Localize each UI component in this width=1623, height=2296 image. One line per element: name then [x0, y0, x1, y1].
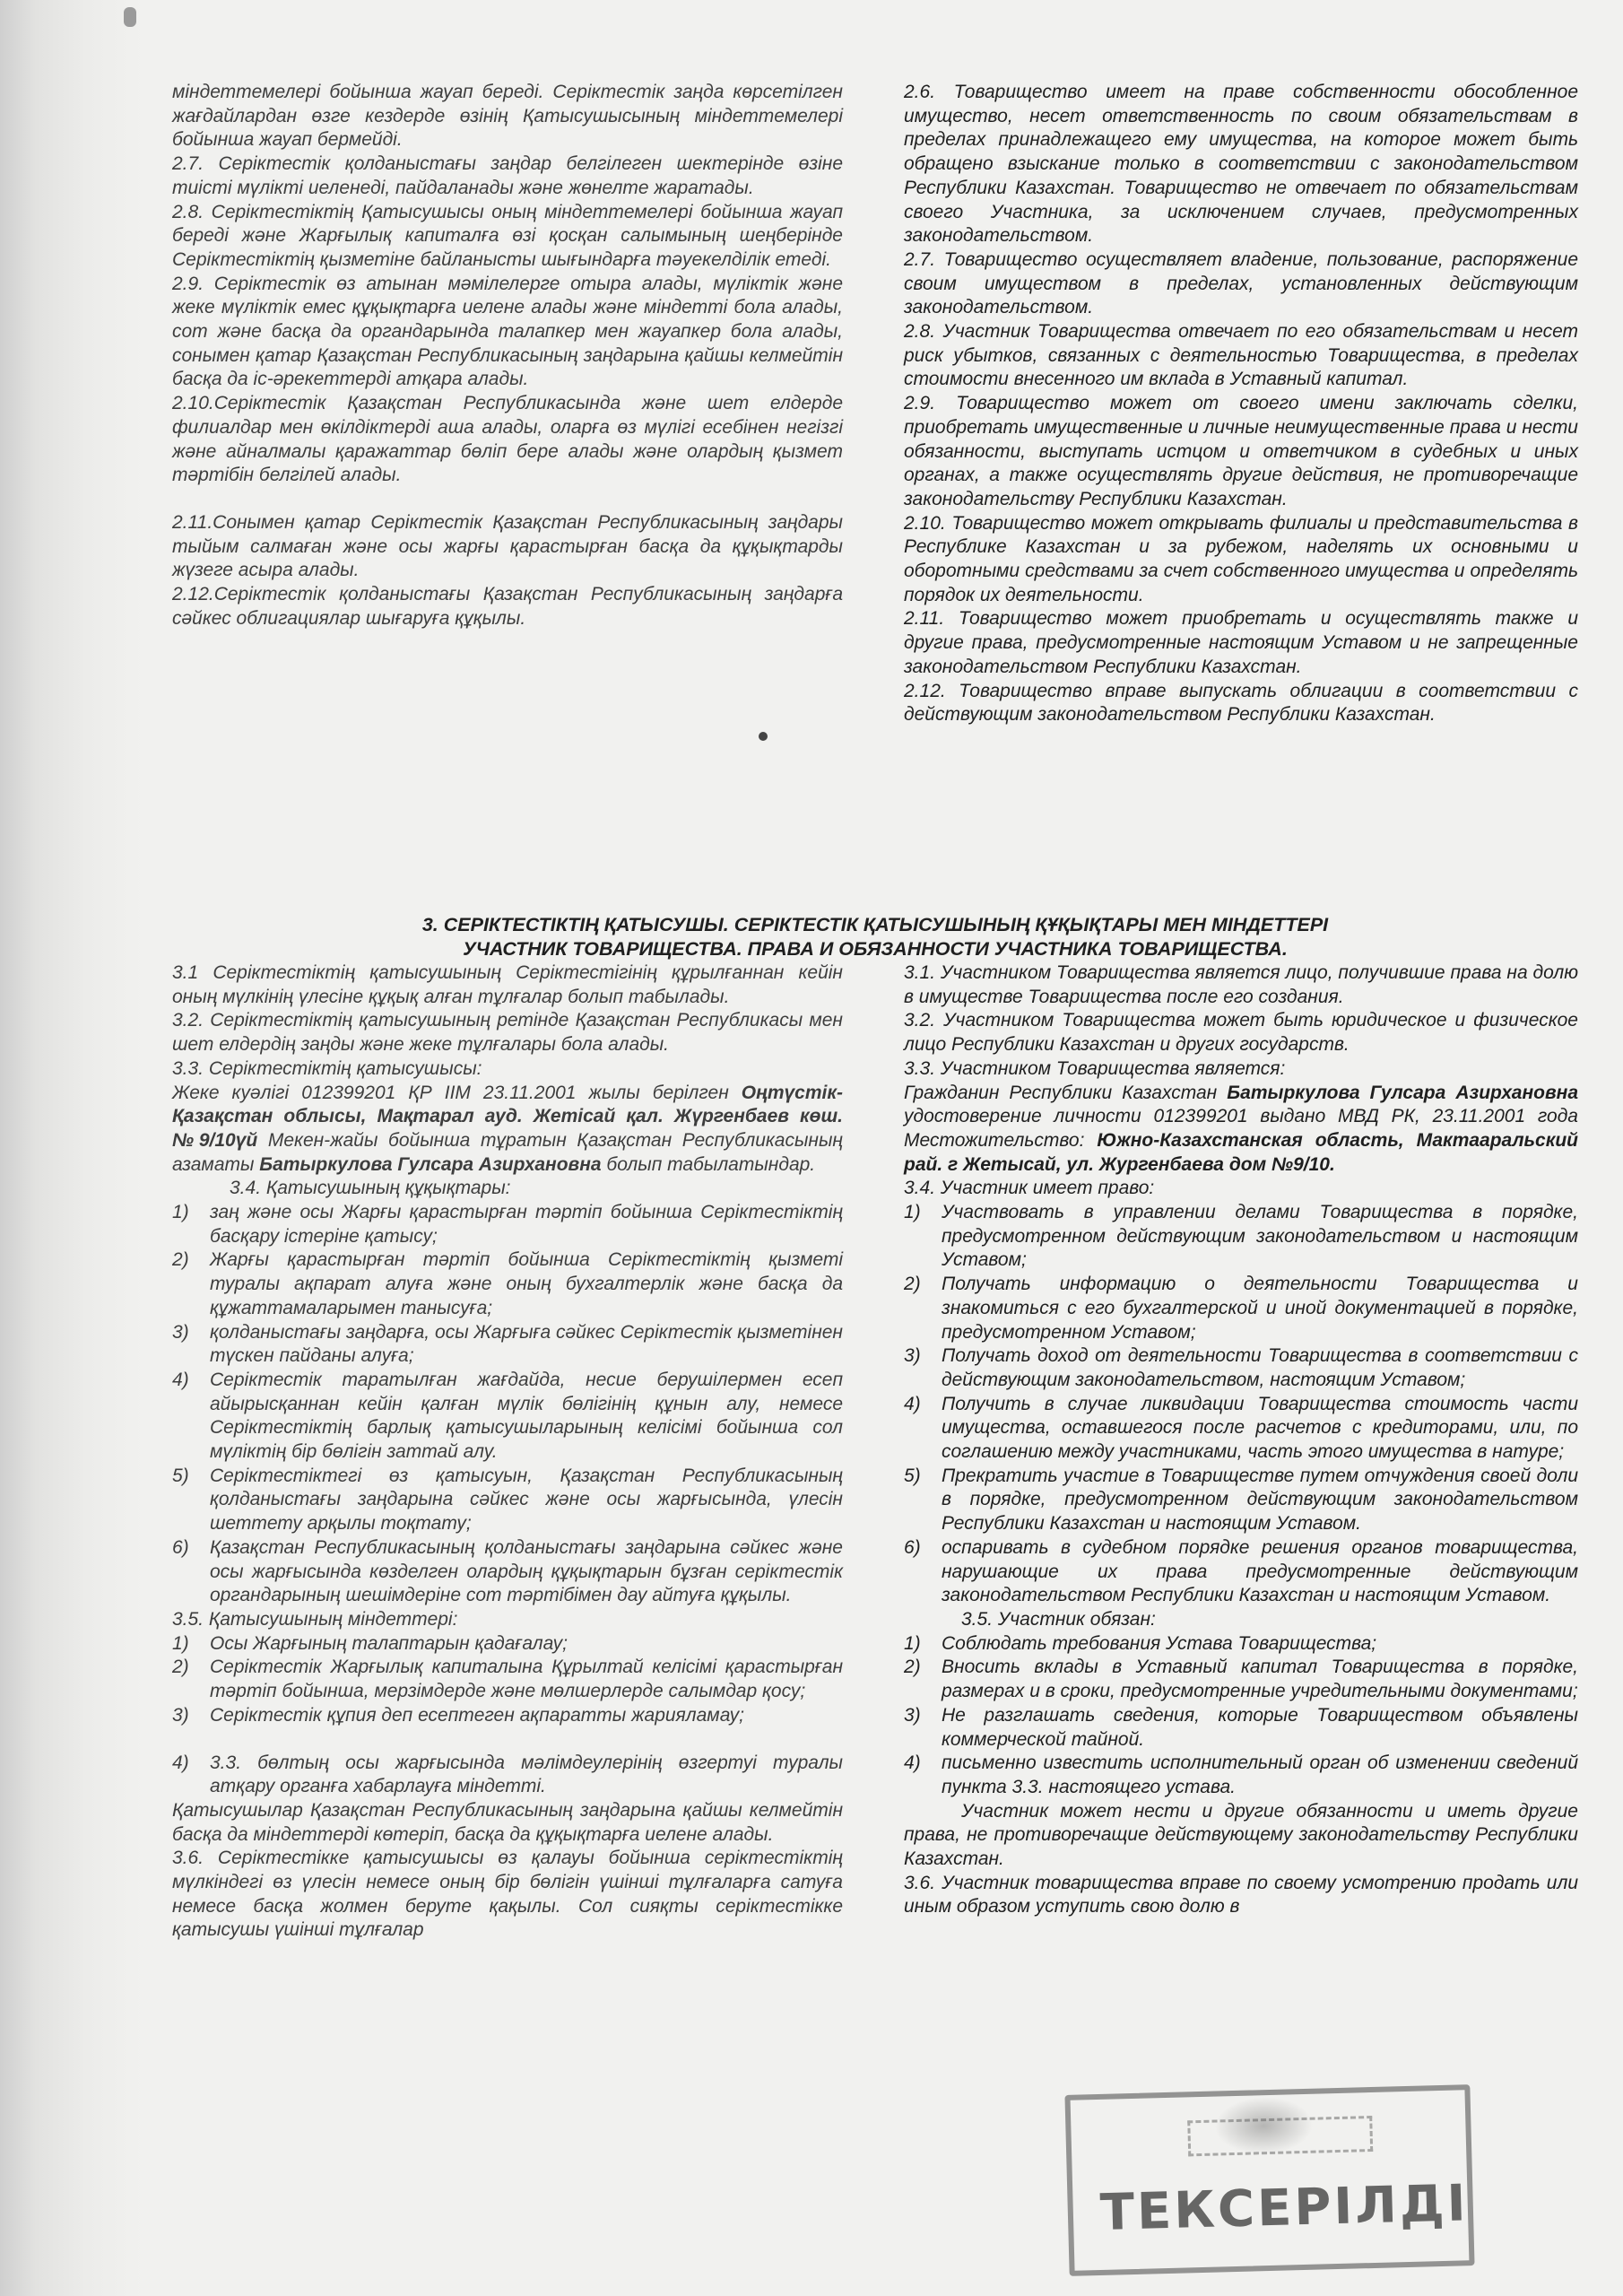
paragraph: 2.6. Товарищество имеет на праве собственности обособленное имущество, несет ответственность по своим обязательствам в пределах принадлежащего ему имущества, на которое может быть обращено взыскание только в соответствии с законодательством Республики Казахстан. Товарищество не отвечает по обязательствам своего Участника, за исключением случаев, предусмотренных законодательством. — [904, 82, 1578, 247]
list-item — [172, 1369, 843, 1465]
list-text: Серіктестік таратылған жағдайда, несие берушілермен есеп айырысқаннан кейін қалған мүлік бөлігінің құнын алу, немесе Серіктестіктің барлық қатысушыларының келісімі бойынша сол мүліктің бір бөлігін заттай алу. — [210, 1369, 843, 1463]
text-run: Мекен-жайы бойынша тұратын Қазақстан Республикасының азаматы — [172, 1129, 843, 1175]
list-item — [904, 1656, 1578, 1703]
heading-russian: УЧАСТНИК ТОВАРИЩЕСТВА. ПРАВА И ОБЯЗАННОСТИ УЧАСТНИКА ТОВАРИЩЕСТВА. — [463, 938, 1288, 960]
list-number: 4) — [172, 1752, 189, 1773]
list-number: 2) — [904, 1274, 921, 1295]
list-number: 6) — [172, 1536, 189, 1558]
participant-name-bold: Батыркулова Гулсара Азирхановна — [259, 1153, 602, 1175]
list-item — [904, 1465, 1578, 1536]
list-number: 4) — [172, 1369, 189, 1390]
list-item — [904, 1704, 1578, 1752]
paragraph: 2.7. Серіктестік қолданыстағы заңдар белгілеген шектерінде өзіне тиісті мүлікті иеленеді, пайдаланады және жөнелте жаратады. — [172, 153, 843, 198]
paragraph: 2.7. Товарищество осуществляет владение, пользование, распоряжение своим имуществом в пределах, установленных действующим законодательством. — [904, 248, 1578, 318]
text-run: удостоверение личности 012399201 выдано МВД РК, 23.11.2001 года Местожительство: — [904, 1106, 1578, 1151]
list-number: 4) — [904, 1393, 921, 1414]
paragraph: Қатысушылар Қазақстан Республикасының заңдарына қайшы келмейтін басқа да міндеттерді көтеріп, басқа да құқықтарға иелене алады. — [172, 1799, 843, 1845]
participant-paragraph — [172, 1082, 843, 1178]
paragraph: 3.6. Серіктестікке қатысушысы өз қалауы бойынша серіктестіктің мүлкіндегі өз үлесін немесе оның бір бөлігін үшінші тұлғаларға сатуға немесе басқа жолмен беруте қақылы. Сол сияқты серіктестікке қатысушы үшінші тұлғалар — [172, 1848, 843, 1941]
list-text: Участвовать в управлении делами Товарищества в порядке, предусмотренном действующим законодательством и настоящим Уставом; — [942, 1202, 1578, 1271]
stamp-text: ТЕКСЕРІЛДІ — [1099, 2174, 1470, 2242]
text-run: Гражданин Республики Казахстан — [904, 1082, 1228, 1103]
list-number: 6) — [904, 1536, 921, 1558]
section2-russian-column — [904, 81, 1578, 727]
list-text: Серіктестік құпия деп есептеген ақпаратты жарияламау; — [210, 1704, 745, 1726]
list-text: письменно известить исполнительный орган об изменении сведений пункта 3.3. настоящего устава. — [942, 1752, 1578, 1797]
section3-heading — [172, 913, 1578, 961]
list-text: Получать информацию о деятельности Товарищества и знакомиться с его бухгалтерской и иной документацией в порядке, предусмотренном Уставом; — [942, 1274, 1578, 1343]
paragraph: 3.5. Участник обязан: — [961, 1608, 1156, 1630]
list-item — [172, 1656, 843, 1703]
paragraph: 2.9. Серіктестік өз атынан мәмілелерге отыра алады, мүліктік және жеке мүліктік емес құқықтарға иеленe алады және міндетті бола алады, сот және басқа да органдарында талапкер мен жауапкер бола алады, сонымен қатар Қазақстан Республикасының заңдарына қайшы келмейтін басқа да іс-әрекеттерді атқара алады. — [172, 273, 843, 390]
list-number: 3) — [904, 1345, 921, 1367]
list-text: оспаривать в судебном порядке решения органов товарищества, нарушающие их права предусмотренные действующим законодательством Республики Казахстан и настоящим Уставом. — [942, 1536, 1578, 1606]
section2-kazakh-column — [172, 81, 843, 631]
ink-speck — [759, 732, 768, 741]
paragraph: 3.1. Участником Товарищества является лицо, получившие права на долю в имуществе Товарищества после его создания. — [904, 962, 1578, 1007]
list-text: Получить в случае ликвидации Товарищества стоимость части имущества, оставшегося после расчетов с кредиторами, или, по соглашению между участниками, часть этого имущества в натуре; — [942, 1393, 1578, 1463]
list-number: 4) — [904, 1752, 921, 1774]
paragraph: 3.5. Қатысушының міндеттері: — [172, 1608, 458, 1630]
list-number: 1) — [172, 1202, 189, 1223]
list-number: 3) — [172, 1321, 189, 1343]
paragraph: 2.11.Сонымен қатар Серіктестік Қазақстан Республикасының заңдары тыйым салмаған және осы жарғы қарастырған басқа да құқықтарды жүзеге асыра алады. — [172, 511, 843, 581]
list-item — [172, 1704, 843, 1728]
heading-kazakh: 3. СЕРІКТЕСТІКТІҢ ҚАТЫСУШЫ. СЕРІКТЕСТІК ҚАТЫСУШЫНЫҢ ҚҰҚЫҚТАРЫ МЕН МІНДЕТТЕРІ — [421, 914, 1329, 935]
list-item — [904, 1344, 1578, 1392]
scan-edge-shadow — [0, 0, 143, 2296]
list-text: Қазақстан Республикасының қолданыстағы заңдарына сәйкес және осы жарғысында көзделген олардың құқықтарын бұзған серіктестік органдарының шешімдеріне сот тәртібімен дау айтуға құқылы. — [210, 1536, 843, 1606]
paragraph-gap — [172, 488, 843, 511]
paragraph: 2.8. Серіктестіктің Қатысушысы оның міндеттемелері бойынша жауап береді және Жарғылық капиталға өзі қосқан салымының шеңберінде Серіктестіктің қызметіне байланысты шығындарға тәуекелділік етеді. — [172, 201, 843, 270]
list-number: 2) — [904, 1657, 921, 1678]
list-text: Серіктестік Жарғылық капиталына Құрылтай келісімі қарастырған тәртіп бойынша, мерзімдерде және мөлшерлерде салымдар қосу; — [210, 1657, 843, 1702]
list-number: 1) — [904, 1632, 921, 1654]
list-text: қолданыстағы заңдарға, осы Жарғыға сәйкес Серіктестік қызметінен түскен пайданы алуға; — [210, 1321, 843, 1367]
list-text: Жарғы қарастырған тәртіп бойынша Серіктестіктің қызметі туралы ақпарат алуға және оның бухгалтерлік және басқа да құжаттамаларымен танысуға; — [210, 1249, 843, 1318]
list-item — [172, 1321, 843, 1369]
paragraph: 2.8. Участник Товарищества отвечает по его обязательствам и несет риск убытков, связанных с деятельностью Товарищества, в пределах стоимости внесенного им вклада в Уставный капитал. — [904, 321, 1578, 390]
address-bold: Оңтүстік-Қазақстан облысы, Мақтарал ауд. Жетісай қал. Жүргенбаев көш. №9/10үй — [172, 1082, 843, 1151]
paragraph: 2.9. Товарищество может от своего имени заключать сделки, приобретать имущественные и личные неимущественные права и нести обязанности, выступать истцом и ответчиком в судебных и иных органах, а также осуществлять другие действия, не противоречащие законодательству Республики Казахстан. — [904, 393, 1578, 509]
paragraph: 3.4. Қатысушының құқықтары: — [230, 1178, 511, 1199]
paragraph: 3.3. Участником Товарищества является: — [904, 1057, 1286, 1079]
list-item — [172, 1752, 843, 1799]
list-text: Соблюдать требования Устава Товарищества; — [942, 1632, 1377, 1654]
list-text: Серіктестіктегі өз қатысуын, Қазақстан Республикасының қолданыстағы заңдарына сәйкес және осы жарғысында, үлесін шеттету арқылы тоқтату; — [210, 1465, 843, 1535]
paragraph: 3.2. Участником Товарищества может быть юридическое и физическое лицо Республики Казахстан и других государств. — [904, 1010, 1578, 1056]
paragraph: 2.12. Товарищество вправе выпускать облигации в соответствии с действующим законодательством Республики Казахстан. — [904, 680, 1578, 726]
paragraph-gap — [172, 1728, 843, 1752]
list-item — [172, 1201, 843, 1248]
list-text: Прекратить участие в Товариществе путем отчуждения своей доли в порядке, предусмотренном действующим законодательством Республики Казахстан и настоящим Уставом. — [942, 1465, 1578, 1535]
stamp-top-box — [1187, 2116, 1373, 2156]
participant-paragraph — [904, 1082, 1578, 1178]
list-item — [904, 1393, 1578, 1465]
list-number: 3) — [904, 1704, 921, 1726]
list-text: заң және осы Жарғы қарастырған тәртіп бойынша Серіктестіктің басқару істеріне қатысу; — [210, 1202, 843, 1247]
list-number: 5) — [172, 1465, 189, 1486]
list-item — [904, 1536, 1578, 1608]
paragraph: 3.1 Серіктестіктің қатысушының Серіктестігінің құрылғаннан кейін оның мүлкінің үлесіне құқық алған тұлғалар болып табылады. — [172, 962, 843, 1007]
participant-name-bold: Батыркулова Гулсара Азирхановна — [1227, 1082, 1579, 1103]
paragraph: 2.10.Серіктестік Қазақстан Республикасында және шет елдерде филиалдар мен өкілдіктерді аша алады, оларға өз мүлігі есебінен негізгі және айналмалы қаражаттар бөліп бере алады және олардың қызмет тәртібін белгілей алады. — [172, 393, 843, 486]
paragraph: 3.3. Серіктестіктің қатысушысы: — [172, 1057, 482, 1079]
verification-stamp — [1064, 2084, 1474, 2276]
list-text: Осы Жарғының талаптарын қадағалау; — [210, 1632, 568, 1654]
scan-artifact — [124, 7, 136, 27]
list-item — [904, 1273, 1578, 1344]
paragraph: 2.10. Товарищество может открывать филиалы и представительства в Республике Казахстан и за рубежом, наделять их основными и оборотными средствами за счет собственного имущества и определять порядок их деятельности. — [904, 512, 1578, 605]
list-number: 1) — [904, 1202, 921, 1223]
list-item — [904, 1201, 1578, 1273]
section3-russian-column — [904, 961, 1578, 1919]
list-number: 2) — [172, 1657, 189, 1678]
list-text: Вносить вклады в Уставный капитал Товарищества в порядке, размерах и в сроки, предусмотренные учредительными документами; — [942, 1657, 1578, 1702]
list-item — [172, 1248, 843, 1320]
paragraph: 3.2. Серіктестіктің қатысушының ретінде Қазақстан Республикасы мен шет елдердің заңды және жеке тұлғалары бола алады. — [172, 1010, 843, 1056]
paragraph: 2.12.Серіктестік қолданыстағы Қазақстан Республикасының заңдарға сәйкес облигациялар шығаруға құқылы. — [172, 584, 843, 629]
paragraph: Участник может нести и другие обязанности и иметь другие права, не противоречащие действующему законодательству Республики Казахстан. — [904, 1800, 1578, 1870]
text-run: Жеке куәлігі 012399201 ҚР ІІМ 23.11.2001 жылы берілген — [172, 1082, 742, 1103]
list-text: Получать доход от деятельности Товарищества в соответствии с действующим законодательством, настоящим Уставом; — [942, 1345, 1578, 1390]
list-number: 2) — [172, 1249, 189, 1271]
list-item — [904, 1632, 1578, 1657]
paragraph: 2.11. Товарищество может приобретать и осуществлять также и другие права, предусмотренные настоящим Уставом и не запрещенные законодательством Республики Казахстан. — [904, 608, 1578, 677]
list-number: 1) — [172, 1632, 189, 1654]
list-text: Не разглашать сведения, которые Товариществом объявлены коммерческой тайной. — [942, 1704, 1578, 1750]
list-text: 3.3. бөлтың осы жарғысында мәлімдеулерінің өзгертуі туралы атқару органға хабарлауға міндетті. — [210, 1752, 843, 1797]
list-number: 3) — [172, 1704, 189, 1726]
paragraph: 3.6. Участник товарищества вправе по своему усмотрению продать или иным образом уступить свою долю в — [904, 1872, 1578, 1918]
list-item — [172, 1632, 843, 1657]
section3-kazakh-column — [172, 961, 843, 1943]
list-number: 5) — [904, 1465, 921, 1486]
list-item — [904, 1752, 1578, 1799]
paragraph: 3.4. Участник имеет право: — [904, 1178, 1155, 1199]
address-bold: Южно-Казахстанская область, Мактааральский рай. г Жетысай, ул. Жургенбаева дом №9/10. — [904, 1129, 1578, 1175]
paragraph: міндеттемелері бойынша жауап береді. Серіктестік заңда көрсетілген жағдайлардан өзге кездерде өзінің Қатысушысының міндеттемелері бойынша жауап бермейді. — [172, 82, 843, 151]
list-item — [172, 1465, 843, 1536]
list-item — [172, 1536, 843, 1608]
text-run: болып табылатындар. — [601, 1153, 816, 1175]
